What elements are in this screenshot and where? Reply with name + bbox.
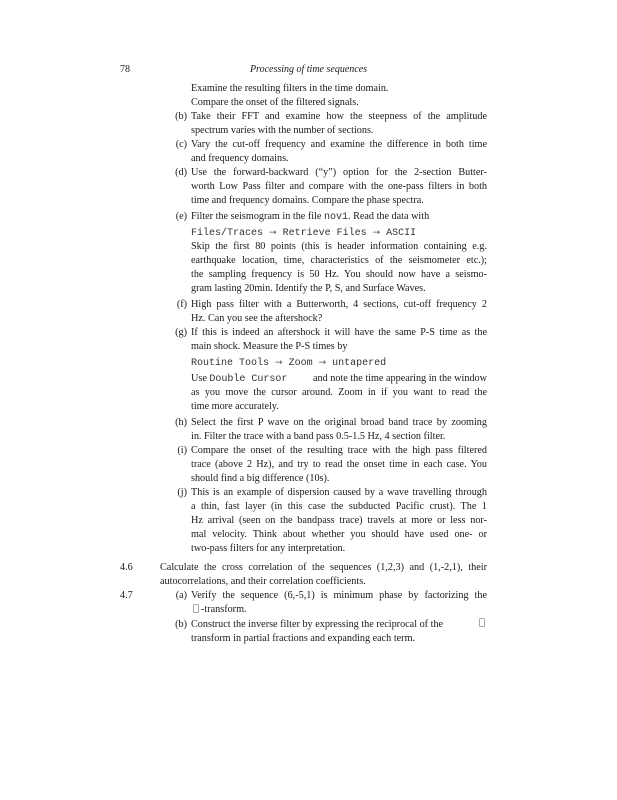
text-line: transform in partial fractions and expanding each term. xyxy=(191,633,416,644)
text-line: Skip the first 80 points (this is header information containing e.g. xyxy=(191,241,487,252)
missing-z-symbol-icon xyxy=(193,604,199,613)
menu-item-zoom: Zoom xyxy=(288,358,313,369)
text-span: Use xyxy=(191,373,210,384)
text-line: a thin, fast layer (in this case the subducted Pacific crust). The 1 xyxy=(191,501,487,512)
missing-z-symbol-icon xyxy=(479,618,485,627)
running-title: Processing of time sequences xyxy=(249,64,368,75)
text-line xyxy=(191,210,429,224)
arrow-right-icon: → xyxy=(275,358,283,368)
item-label-f: (f) xyxy=(176,299,187,310)
text-line: This is an example of dispersion caused by a wave travelling through xyxy=(191,487,487,498)
text-line: two-pass filters for any interpretation. xyxy=(191,543,346,554)
text-span: Filter the seismogram in the file xyxy=(191,211,324,222)
text-line: time more accurately. xyxy=(191,401,279,412)
text-line: Compare the onset of the resulting trace with the high pass filtered xyxy=(191,445,487,456)
text-line: in. Filter the trace with a band pass 0.5-1.5 Hz, 4 section filter. xyxy=(191,431,446,442)
item-label-b2: (b) xyxy=(175,619,187,630)
text-line: time and frequency domains. Compare the phase spectra. xyxy=(191,195,424,206)
item-label-g: (g) xyxy=(175,327,187,338)
text-line: Verify the sequence (6,-5,1) is minimum phase by factorizing the xyxy=(191,590,487,601)
text-line: Use the forward-backward (“y”) option for the 2-section Butter- xyxy=(191,167,487,178)
text-line: and frequency domains. xyxy=(191,153,289,164)
text-line: Hz. Can you see the aftershock? xyxy=(191,313,323,324)
menu-path xyxy=(191,356,386,370)
arrow-right-icon: → xyxy=(318,358,327,368)
text-line xyxy=(191,372,487,386)
text-line: mal velocity. Think about whether you should have used one- or xyxy=(191,529,487,540)
exercise-number-4-6: 4.6 xyxy=(120,562,133,573)
menu-item-files-traces: Files/Traces xyxy=(191,228,264,239)
item-label-a: (a) xyxy=(175,590,187,601)
text-line: Compare the onset of the filtered signals. xyxy=(191,97,359,108)
menu-item-ascii: ASCII xyxy=(386,228,417,239)
text-line: main shock. Measure the P-S times by xyxy=(191,341,348,352)
text-span: and note the time appearing in the window xyxy=(313,373,487,384)
menu-item-untapered: untapered xyxy=(332,358,387,369)
text-span xyxy=(191,372,287,386)
text-line: trace (above 2 Hz), and try to read the onset time in each case. You xyxy=(191,459,487,470)
text-line: Calculate the cross correlation of the sequences (1,2,3) and (1,-2,1), their xyxy=(160,562,487,573)
text-line: Vary the cut-off frequency and examine the difference in both time xyxy=(191,139,487,150)
page-number: 78 xyxy=(120,64,130,75)
exercise-number-4-7: 4.7 xyxy=(120,590,133,601)
text-line: earthquake location, time, characteristics of the seismometer etc.); xyxy=(191,255,487,266)
text-line: Select the first P wave on the original broad band trace by zooming xyxy=(191,417,487,428)
text-span: -transform. xyxy=(201,604,247,615)
text-line: autocorrelations, and their correlation coefficients. xyxy=(160,576,366,587)
menu-path xyxy=(191,226,416,240)
item-label-d: (d) xyxy=(175,167,187,178)
menu-item-routine-tools: Routine Tools xyxy=(191,358,270,369)
item-label-b: (b) xyxy=(175,111,187,122)
text-line: the sampling frequency is 50 Hz. You should now have a seismo- xyxy=(191,269,487,280)
text-line: should find a big difference (10s). xyxy=(191,473,330,484)
item-label-j: (j) xyxy=(177,487,187,498)
text-line: If this is indeed an aftershock it will have the same P-S time as the xyxy=(191,327,487,338)
text-span: . Read the data with xyxy=(348,211,430,222)
file-name-code: nov1 xyxy=(323,212,348,223)
text-line: worth Low Pass filter and compare with the one-pass filters in both xyxy=(191,181,487,192)
text-line xyxy=(191,603,247,617)
text-line: Take their FFT and examine how the steepness of the amplitude xyxy=(191,111,487,122)
menu-item-retrieve-files: Retrieve Files xyxy=(282,228,367,239)
text-line: High pass filter with a Butterworth, 4 sections, cut-off frequency 2 xyxy=(191,299,487,310)
arrow-right-icon: → xyxy=(269,228,277,238)
text-line xyxy=(191,618,487,632)
text-span: Construct the inverse filter by expressing the reciprocal of the xyxy=(191,619,444,630)
text-line: Hz arrival (seen on the bandpass trace) travels at more or less nor- xyxy=(191,515,487,526)
text-line: Examine the resulting filters in the time domain. xyxy=(191,83,389,94)
item-label-h: (h) xyxy=(175,417,187,428)
arrow-right-icon: → xyxy=(372,228,381,238)
item-label-c: (c) xyxy=(175,139,187,150)
command-double-cursor: Double Cursor xyxy=(209,374,288,385)
text-line: gram lasting 20min. Identify the P, S, and Surface Waves. xyxy=(191,283,426,294)
text-line: spectrum varies with the number of sections. xyxy=(191,125,374,136)
text-line: as you move the cursor around. Zoom in if you want to read the xyxy=(191,387,487,398)
item-label-i: (i) xyxy=(177,445,187,456)
item-label-e: (e) xyxy=(175,211,187,222)
